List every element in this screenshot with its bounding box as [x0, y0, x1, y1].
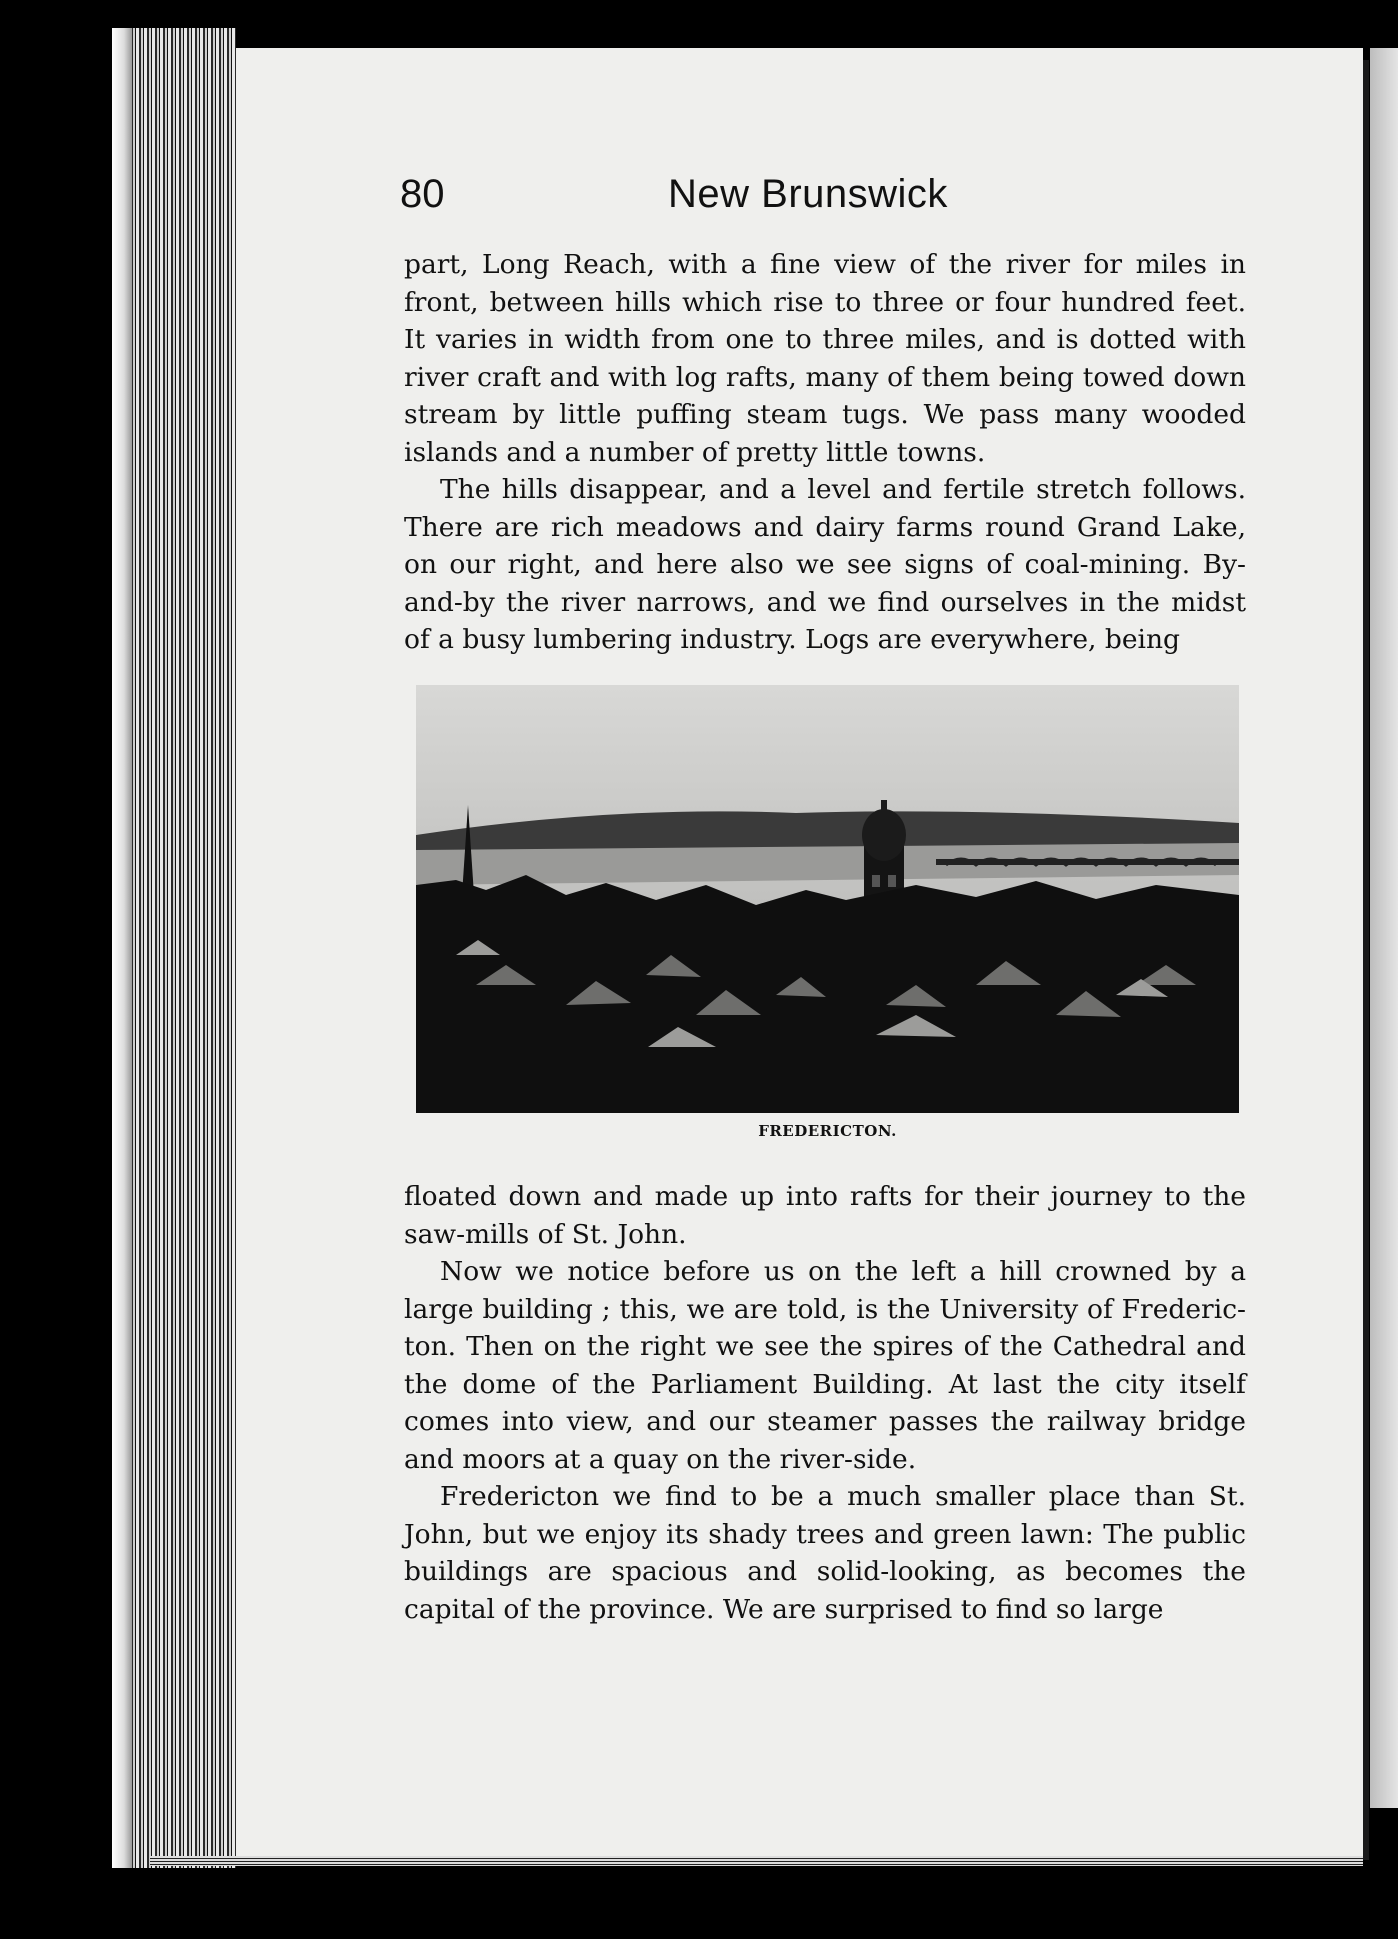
- city-skyline-photo: [416, 685, 1239, 1113]
- body-text-bottom: [404, 1178, 1246, 1628]
- binding-shadow: [112, 28, 132, 1868]
- running-head: [400, 172, 1280, 226]
- fredericton-photograph: [416, 685, 1239, 1113]
- page-title: New Brunswick: [668, 172, 948, 216]
- railway-bridge: [936, 859, 1239, 865]
- paragraph: part, Long Reach, with a fine view of the river for miles in front, between hills which rise to three or four hundred feet. It varies in width from one to three miles, and is dotted with river craft and with log rafts, many of them being towed down stream by little puffing steam tugs. We pass many wooded islands and a number of pretty little towns.: [404, 249, 1246, 468]
- gutter-strip: [1363, 60, 1369, 1860]
- town-silhouette: [416, 875, 1239, 1113]
- figure-caption: FREDERICTON.: [758, 1122, 897, 1140]
- facing-page-edge: [1370, 48, 1398, 1808]
- body-text-top: [404, 246, 1246, 659]
- page-bottom-edge: [150, 1856, 1363, 1866]
- paragraph: floated down and made up into rafts for their journey to the saw-mills of St. John.: [404, 1181, 1246, 1250]
- paragraph: Now we notice before us on the left a hill crowned by a large building ; this, we are told, is the University of Frederic-ton. Then on the right we see the spires of the Cathedral and the dome of the Parliament Building. At last the city itself comes into view, and our steamer passes the railway bridge and moors at a quay on the river-side.: [404, 1256, 1246, 1475]
- paragraph: Fredericton we find to be a much smaller place than St. John, but we enjoy its shady trees and green lawn: The public buildings are spacious and solid-looking, as becomes the capital of the province. We are surprised to find so large: [404, 1481, 1246, 1625]
- page-number: 80: [400, 172, 445, 216]
- paragraph: The hills disappear, and a level and fertile stretch follows. There are rich meadows and dairy farms round Grand Lake, on our right, and here also we see signs of coal-mining. By-and-by the river narrows, and we find ourselves in the midst of a busy lumbering industry. Logs are everywhere, being: [404, 474, 1246, 655]
